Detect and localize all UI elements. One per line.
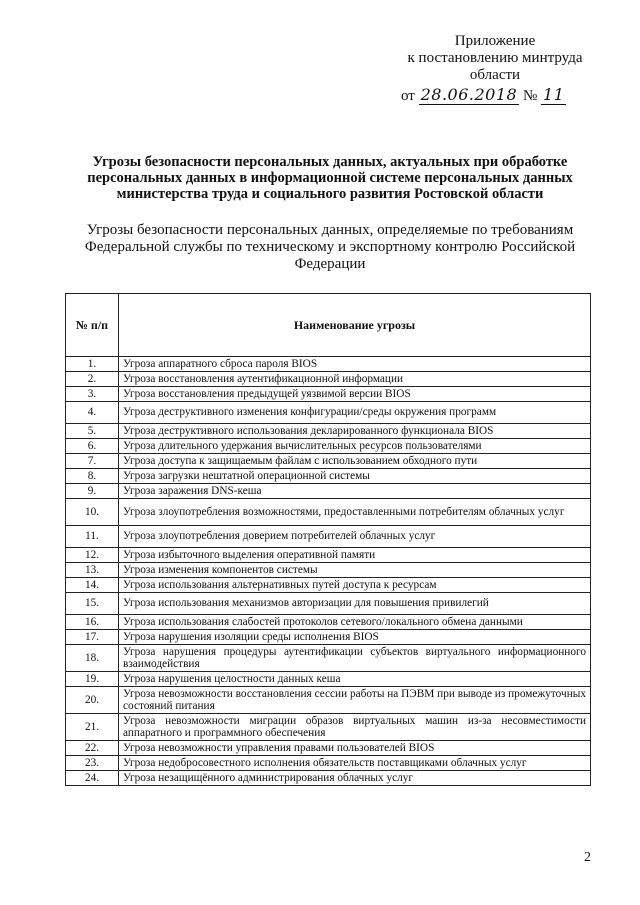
threat-name: Угроза длительного удержания вычислительных ресурсов пользователями: [119, 439, 591, 454]
threat-name: Угроза загрузки нештатной операционной системы: [119, 469, 591, 484]
table-row: [66, 593, 591, 615]
threat-name: Угроза нарушения целостности данных кеша: [119, 672, 591, 687]
threat-name: Угроза использования альтернативных путей доступа к ресурсам: [119, 578, 591, 593]
table-row: [66, 645, 591, 672]
row-number: 14.: [66, 578, 119, 593]
row-number: 10.: [66, 499, 119, 526]
row-number: 13.: [66, 563, 119, 578]
page-number: 2: [584, 850, 591, 865]
row-number: 21.: [66, 714, 119, 741]
threat-name: Угроза изменения компонентов системы: [119, 563, 591, 578]
threat-name: Угроза заражения DNS-кеша: [119, 484, 591, 499]
row-number: 22.: [66, 741, 119, 756]
threat-name: Угроза злоупотребления возможностями, предоставленными потребителям облачных услуг: [119, 499, 591, 526]
table-row: [66, 578, 591, 593]
row-number: 19.: [66, 672, 119, 687]
table-row: [66, 526, 591, 548]
table-row: [66, 387, 591, 402]
table-row: [66, 630, 591, 645]
handwritten-number: 11: [543, 85, 565, 104]
appendix-line-2: к постановлению минтруда: [407, 50, 583, 66]
handwritten-date: 28.06.2018: [420, 85, 518, 104]
threat-name: Угроза использования слабостей протоколов сетевого/локального обмена данными: [119, 615, 591, 630]
row-number: 3.: [66, 387, 119, 402]
table-row: [66, 454, 591, 469]
appendix-header: [380, 33, 610, 84]
threat-name: Угроза незащищённого администрирования облачных услуг: [119, 771, 591, 786]
threat-name: Угроза нарушения изоляции среды исполнения BIOS: [119, 630, 591, 645]
table-row: [66, 402, 591, 424]
threat-name: Угроза восстановления аутентификационной информации: [119, 372, 591, 387]
threat-name: Угроза деструктивного изменения конфигурации/среды окружения программ: [119, 402, 591, 424]
threat-name: Угроза восстановления предыдущей уязвимой версии BIOS: [119, 387, 591, 402]
row-number: 8.: [66, 469, 119, 484]
appendix-line-1: Приложение: [454, 33, 536, 49]
row-number: 16.: [66, 615, 119, 630]
column-header-number: № п/п: [66, 294, 119, 357]
table-row: [66, 756, 591, 771]
threat-name: Угроза доступа к защищаемым файлам с использованием обходного пути: [119, 454, 591, 469]
row-number: 12.: [66, 548, 119, 563]
table-header-row: [66, 294, 591, 357]
threat-name: Угроза невозможности миграции образов виртуальных машин из-за несовместимости аппаратного и программного обеспечения: [119, 714, 591, 741]
table-row: [66, 499, 591, 526]
document-title: Угрозы безопасности персональных данных, актуальных при обработке персональных данных в информационной системе персональных данных министерства труда и социального развития Ростовской области: [87, 154, 573, 202]
row-number: 20.: [66, 687, 119, 714]
row-number: 23.: [66, 756, 119, 771]
threat-name: Угроза избыточного выделения оперативной памяти: [119, 548, 591, 563]
table-row: [66, 714, 591, 741]
date-prefix: от: [401, 88, 415, 104]
table-row: [66, 741, 591, 756]
row-number: 18.: [66, 645, 119, 672]
threat-name: Угроза аппаратного сброса пароля BIOS: [119, 357, 591, 372]
table-row: [66, 469, 591, 484]
row-number: 15.: [66, 593, 119, 615]
column-header-name: Наименование угрозы: [119, 294, 591, 357]
table-row: [66, 687, 591, 714]
threat-name: Угроза использования механизмов авторизации для повышения привилегий: [119, 593, 591, 615]
row-number: 7.: [66, 454, 119, 469]
table-row: [66, 771, 591, 786]
row-number: 9.: [66, 484, 119, 499]
table-row: [66, 357, 591, 372]
table-row: [66, 563, 591, 578]
document-subtitle: Угрозы безопасности персональных данных, определяемые по требованиям Федеральной службы по техническому и экспортному контролю Российской Федерации: [84, 222, 576, 272]
threat-name: Угроза невозможности восстановления сессии работы на ПЭВМ при выводе из промежуточных состояний питания: [119, 687, 591, 714]
table-row: [66, 615, 591, 630]
threat-name: Угроза недобросовестного исполнения обязательств поставщиками облачных услуг: [119, 756, 591, 771]
row-number: 11.: [66, 526, 119, 548]
threats-table-body: [66, 357, 591, 786]
row-number: 4.: [66, 402, 119, 424]
table-row: [66, 484, 591, 499]
appendix-date-line: [401, 85, 566, 105]
table-row: [66, 672, 591, 687]
table-row: [66, 548, 591, 563]
number-sign: №: [522, 88, 538, 104]
table-row: [66, 372, 591, 387]
threat-name: Угроза невозможности управления правами пользователей BIOS: [119, 741, 591, 756]
threat-name: Угроза злоупотребления доверием потребителей облачных услуг: [119, 526, 591, 548]
table-row: [66, 439, 591, 454]
threats-table: [65, 293, 591, 786]
row-number: 6.: [66, 439, 119, 454]
row-number: 24.: [66, 771, 119, 786]
row-number: 2.: [66, 372, 119, 387]
row-number: 5.: [66, 424, 119, 439]
appendix-line-3: области: [469, 67, 521, 83]
row-number: 1.: [66, 357, 119, 372]
row-number: 17.: [66, 630, 119, 645]
threat-name: Угроза деструктивного использования декларированного функционала BIOS: [119, 424, 591, 439]
table-row: [66, 424, 591, 439]
threat-name: Угроза нарушения процедуры аутентификации субъектов виртуального информационного взаимодействия: [119, 645, 591, 672]
